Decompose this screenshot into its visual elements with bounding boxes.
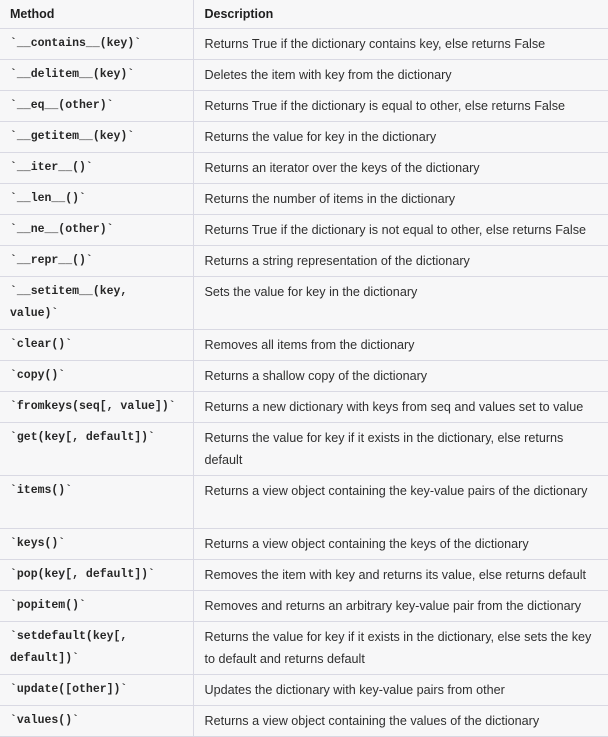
description-cell: Removes all items from the dictionary (193, 330, 608, 361)
table-header-row (0, 0, 608, 29)
column-header-description: Description (193, 0, 608, 29)
description-cell: Returns the value for key if it exists in the dictionary, else returns default (193, 423, 608, 476)
column-header-method: Method (0, 0, 193, 29)
description-cell: Returns a shallow copy of the dictionary (193, 361, 608, 392)
description-cell: Returns True if the dictionary contains key, else returns False (193, 29, 608, 60)
description-cell: Returns True if the dictionary is equal to other, else returns False (193, 91, 608, 122)
method-cell: `get(key[, default])` (0, 423, 193, 476)
description-cell: Returns a string representation of the dictionary (193, 246, 608, 277)
description-cell: Returns the number of items in the dictionary (193, 184, 608, 215)
description-cell: Returns True if the dictionary is not equal to other, else returns False (193, 215, 608, 246)
description-cell: Returns a view object containing the key-value pairs of the dictionary (193, 476, 608, 529)
method-cell: `__getitem__(key)` (0, 122, 193, 153)
description-cell: Sets the value for key in the dictionary (193, 277, 608, 330)
method-cell: `popitem()` (0, 591, 193, 622)
description-cell: Deletes the item with key from the dictionary (193, 60, 608, 91)
table-row (0, 591, 608, 622)
table-row (0, 184, 608, 215)
method-cell: `clear()` (0, 330, 193, 361)
method-cell: `__iter__()` (0, 153, 193, 184)
method-cell: `values()` (0, 706, 193, 737)
method-cell: `__eq__(other)` (0, 91, 193, 122)
table-row (0, 361, 608, 392)
description-cell: Returns the value for key if it exists in the dictionary, else sets the key to default and returns default (193, 622, 608, 675)
table-row (0, 277, 608, 330)
table-row (0, 122, 608, 153)
description-cell: Returns a view object containing the values of the dictionary (193, 706, 608, 737)
table-row (0, 330, 608, 361)
method-cell: `__repr__()` (0, 246, 193, 277)
table-row (0, 706, 608, 737)
table-row (0, 675, 608, 706)
method-cell: `items()` (0, 476, 193, 529)
description-cell: Returns a new dictionary with keys from seq and values set to value (193, 392, 608, 423)
table-row (0, 476, 608, 529)
table-row (0, 215, 608, 246)
table-row (0, 153, 608, 184)
table-row (0, 392, 608, 423)
table-row (0, 423, 608, 476)
table-row (0, 560, 608, 591)
description-cell: Updates the dictionary with key-value pairs from other (193, 675, 608, 706)
method-cell: `__ne__(other)` (0, 215, 193, 246)
method-cell: `update([other])` (0, 675, 193, 706)
table-row (0, 246, 608, 277)
method-cell: `__delitem__(key)` (0, 60, 193, 91)
table-row (0, 529, 608, 560)
description-cell: Returns the value for key in the dictionary (193, 122, 608, 153)
description-cell: Returns an iterator over the keys of the dictionary (193, 153, 608, 184)
table-row (0, 29, 608, 60)
method-cell: `keys()` (0, 529, 193, 560)
table-row (0, 60, 608, 91)
table-row (0, 91, 608, 122)
method-cell: `copy()` (0, 361, 193, 392)
table-row (0, 622, 608, 675)
method-cell: `setdefault(key[, default])` (0, 622, 193, 675)
description-cell: Removes the item with key and returns its value, else returns default (193, 560, 608, 591)
method-cell: `pop(key[, default])` (0, 560, 193, 591)
method-cell: `fromkeys(seq[, value])` (0, 392, 193, 423)
method-cell: `__setitem__(key, value)` (0, 277, 193, 330)
description-cell: Removes and returns an arbitrary key-value pair from the dictionary (193, 591, 608, 622)
method-cell: `__len__()` (0, 184, 193, 215)
description-cell: Returns a view object containing the keys of the dictionary (193, 529, 608, 560)
method-cell: `__contains__(key)` (0, 29, 193, 60)
